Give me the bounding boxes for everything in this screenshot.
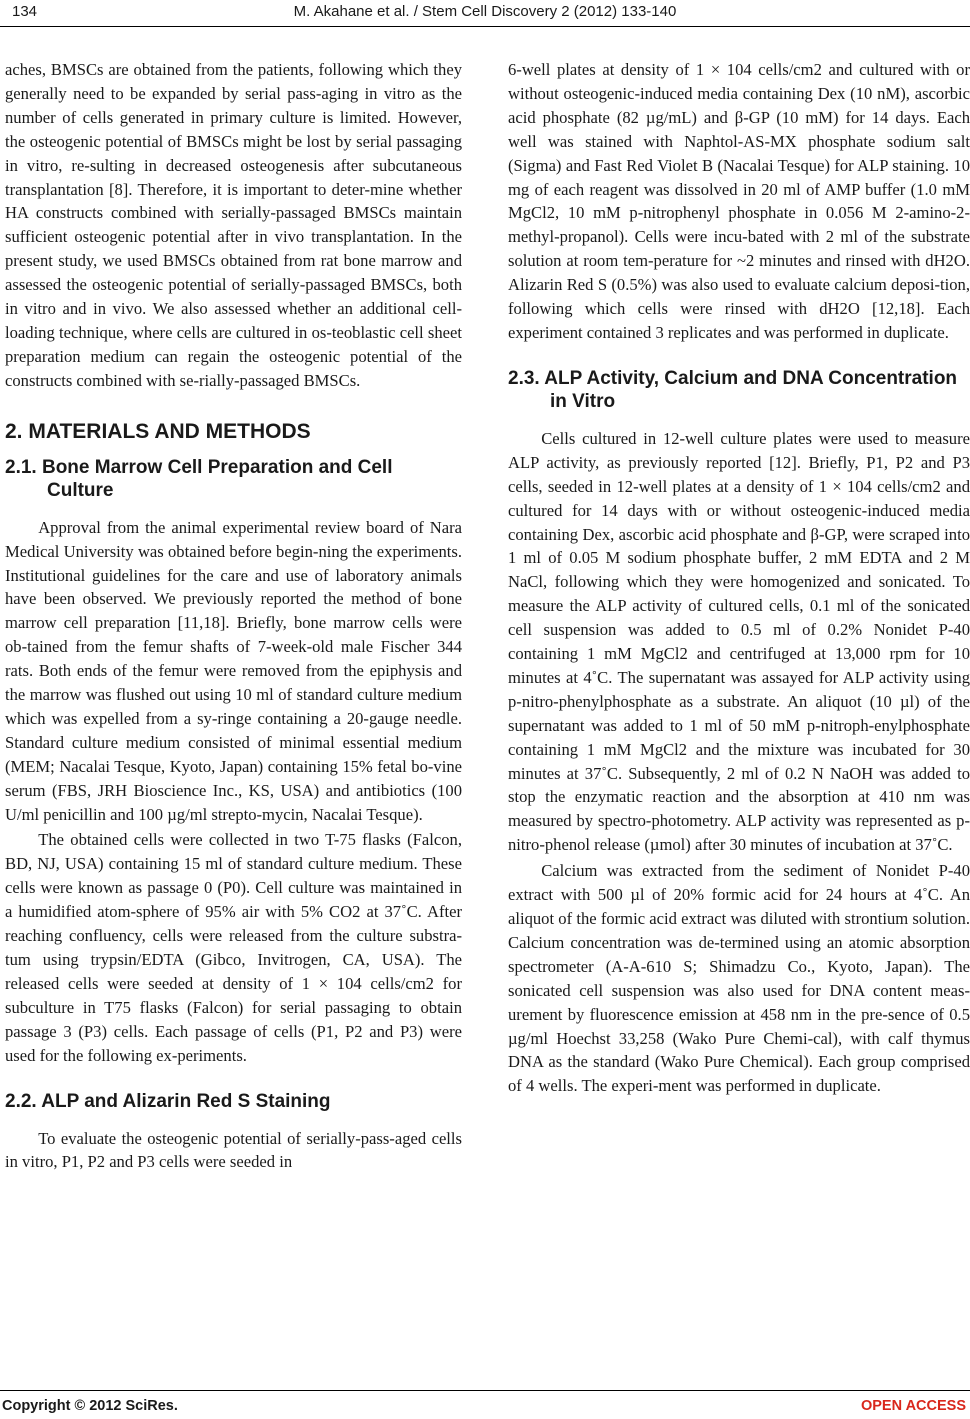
copyright-notice: Copyright © 2012 SciRes. bbox=[2, 1398, 178, 1414]
paragraph-2-1-b: The obtained cells were collected in two T-75 flasks (Falcon, BD, NJ, USA) containing 15 ml of standard culture medium. These cells were known as passage 0 (P0). Cell culture was maintained in a humidified atom-sphere of 95% air with 5% CO2 at 37˚C. After reaching confluency, cells were released from the culture substra-tum using trypsin/EDTA (Gibco, Invitrogen, CA, USA). The released cells were seeded at density of 1 × 104 cells/cm2 for subculture in T75 flasks (Falcon) for serial passaging to obtain passage 3 (P3) cells. Each passage of cells (P1, P2 and P3) were used for the following ex-periments. bbox=[5, 830, 462, 1065]
paragraph-2-2-a: To evaluate the osteogenic potential of serially-pass-aged cells in vitro, P1, P2 and P3 cells were seeded in bbox=[5, 1128, 462, 1172]
right-column bbox=[508, 58, 970, 1098]
intro-paragraph: aches, BMSCs are obtained from the patients, following which they generally need to be expanded by serial pass-aging in vitro as the number of cells generated in primary culture is limited. However, the osteogenic potential of BMSCs might be lost by serial passaging in vitro, re-sulting in decreased osteogenesis after subcutaneous transplantation [8]. Therefore, it is important to deter-mine whether HA constructs combined with serially-passaged BMSCs maintain sufficient osteogenic potential after in vivo transplantation. In the present study, we used BMSCs obtained from rat bone marrow and assessed the osteogenic potential of serially-passaged BMSCs, both in vitro and in vivo. We also assessed whether an additional cell-loading technique, where cells are cultured in os-teoblastic cell sheet preparation medium can regain the osteogenic potential of the constructs combined with se-rially-passaged BMSCs. bbox=[5, 60, 462, 390]
footer-rule bbox=[0, 1390, 970, 1391]
section-heading-materials-methods: 2. MATERIALS AND METHODS bbox=[5, 419, 311, 443]
header-rule bbox=[0, 26, 970, 27]
paragraph-2-3-a: Cells cultured in 12-well culture plates were used to measure ALP activity, as previously reported [12]. Briefly, P1, P2 and P3 cells, seeded in 12-well plates at a density of 1 × 104 cells/cm2 and cultured for 14 days with or without osteogenic-induced media containing Dex, ascorbic acid phosphate and β-GP, were scraped into 1 ml of 0.05 M sodium phosphate buffer, 2 mM EDTA and 2 M NaCl, following which they were homogenized and sonicated. To measure the ALP activity of cultured cells, 0.1 ml of the sonicated cell suspension was added to 0.5 ml of 0.2% Nonidet P-40 containing 1 mM MgCl2 and centrifuged at 13,000 rpm for 10 minutes at 4˚C. The supernatant was assayed for ALP activity using p-nitro-phenylphosphate as a substrate. An aliquot (10 µl) of the supernatant was added to 1 ml of 50 mM p-nitroph-enylphosphate containing 1 mM MgCl2 and the mixture was incubated for 30 minutes at 37˚C. Subsequently, 2 ml of 0.2 N NaOH was added to stop the enzymatic reaction and the absorption at 410 nm was measured by spectro-photometry. ALP activity was represented as p-nitro-phenol release (µmol) after 30 minutes of incubation at 37˚C. bbox=[508, 428, 970, 855]
paragraph-2-1-a: Approval from the animal experimental review board of Nara Medical University was obtained before begin-ning the experiments. Institutional guidelines for the care and use of laboratory animals have been observed. We previously reported the method of bone marrow cell preparation [11,18]. Briefly, bone marrow cells were ob-tained from the femur shafts of 7-week-old male Fischer 344 rats. Both ends of the femur were removed from the epiphysis and the marrow was flushed out using 10 ml of standard culture medium which was expelled from a sy-ringe containing a 20-gauge needle. Standard culture medium consisted of minimal essential medium (MEM; Nacalai Tesque, Kyoto, Japan) containing 15% fetal bo-vine serum (FBS, JRH Bioscience Inc., KS, USA) and antibiotics (100 U/ml penicillin and 100 µg/ml strepto-mycin, Nacalai Tesque). bbox=[5, 517, 462, 824]
subsection-heading-2-3: 2.3. ALP Activity, Calcium and DNA Concentration in Vitro bbox=[508, 367, 958, 412]
open-access-label: OPEN ACCESS bbox=[860, 1398, 966, 1414]
left-column bbox=[5, 58, 462, 1174]
paragraph-2-2-b: 6-well plates at density of 1 × 104 cells/cm2 and cultured with or without osteogenic-induced media containing Dex (10 nM), ascorbic acid phosphate (82 µg/mL) and β-GP (10 mM) for 14 days. Each well was stained with Naphtol-AS-MX phosphate sodium salt (Sigma) and Fast Red Violet B (Nacalai Tesque) for ALP staining. 10 mg of each reagent was dissolved in 20 ml of AMP buffer (1.0 mM MgCl2, 10 mM p-nitrophenyl phosphate in 0.056 M 2-amino-2-methyl-propanol). Cells were incu-bated with 2 ml of the substrate solution at room tem-perature for ~2 minutes and rinsed with dH2O. Alizarin Red S (0.5%) was also used to evaluate calcium deposi-tion, following which cells were rinsed with dH2O [12,18]. Each experiment contained 3 replicates and was performed in duplicate. bbox=[508, 60, 970, 342]
running-header: M. Akahane et al. / Stem Cell Discovery 2 (2012) 133-140 bbox=[293, 3, 677, 20]
subsection-heading-2-2: 2.2. ALP and Alizarin Red S Staining bbox=[5, 1090, 331, 1112]
paragraph-2-3-b: Calcium was extracted from the sediment of Nonidet P-40 extract with 500 µl of 20% formic acid for 24 hours at 4˚C. An aliquot of the formic acid extract was diluted with strontium solution. Calcium concentration was de-termined using an atomic absorption spectrometer (A-A-610 S; Shimadzu Co., Kyoto, Japan). The sonicated cell suspension was also used for DNA content meas-urement by fluorescence emission at 458 nm in the pre-sence of 0.5 µg/ml Hoechst 33,258 (Wako Pure Chemi-cal), with calf thymus DNA as the standard (Wako Pure Chemical). Each group comprised of 4 wells. The experi-ment was performed in duplicate. bbox=[508, 861, 970, 1096]
page-number: 134 bbox=[12, 3, 38, 20]
subsection-heading-2-1: 2.1. Bone Marrow Cell Preparation and Cell Culture bbox=[5, 456, 393, 501]
